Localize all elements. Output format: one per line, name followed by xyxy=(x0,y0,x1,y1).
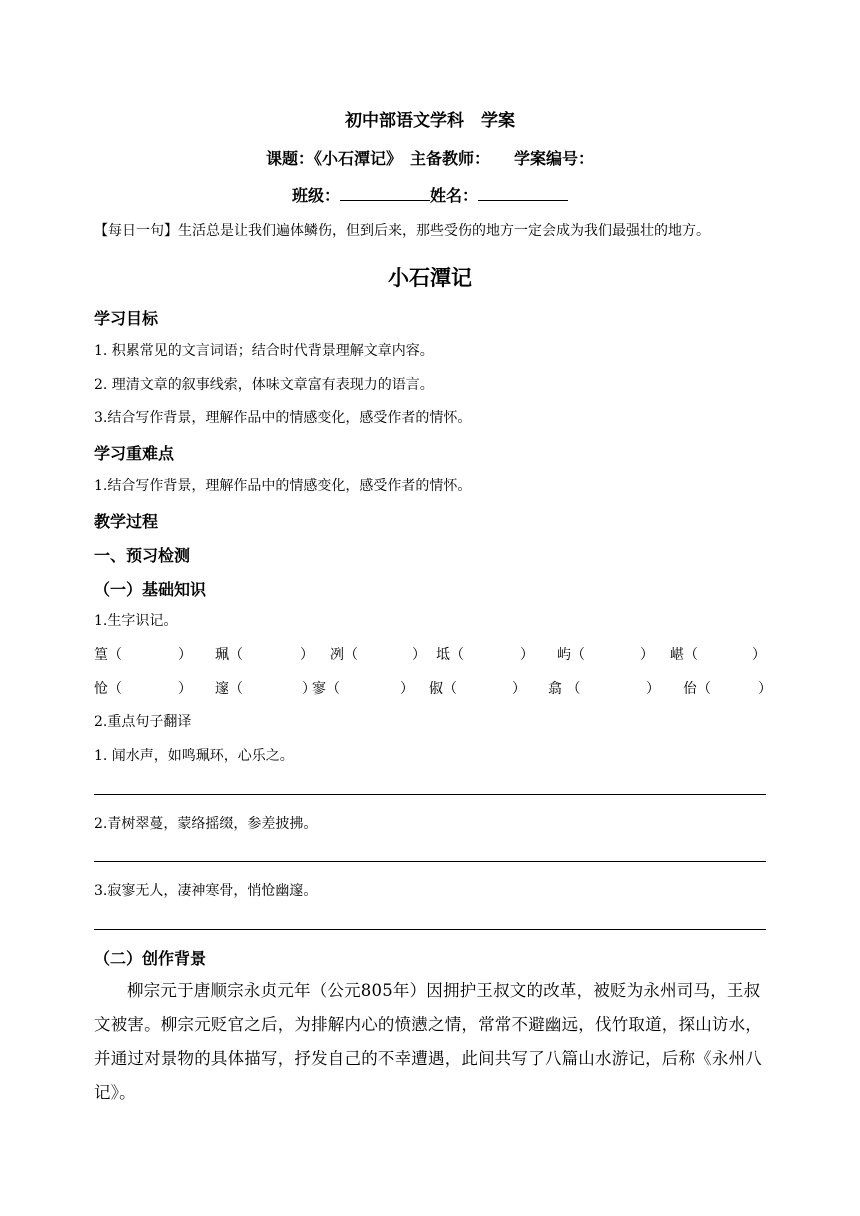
char-item-close: ） xyxy=(758,681,772,697)
answer-line-1[interactable] xyxy=(94,794,766,795)
char-item: 冽（ xyxy=(330,647,358,663)
process-heading: 教学过程 xyxy=(94,512,159,531)
sentence-2: 2.青树翠蔓，蒙络摇缀，参差披拂。 xyxy=(94,816,318,832)
chars-label: 1.生字识记。 xyxy=(94,613,178,629)
sub2-heading: （二）创作背景 xyxy=(94,949,207,968)
char-item: 佁（ xyxy=(683,681,711,697)
char-item-close: ） xyxy=(300,647,314,663)
goal-item-1: 1. 积累常见的文言词语；结合时代背景理解文章内容。 xyxy=(94,343,434,359)
class-blank xyxy=(340,186,430,201)
section1-heading: 一、预习检测 xyxy=(94,546,191,565)
name-label: 姓名： xyxy=(430,186,479,205)
key-point-item-1: 1.结合写作背景，理解作品中的情感变化，感受作者的情怀。 xyxy=(94,478,472,494)
translate-label: 2.重点句子翻译 xyxy=(94,714,192,730)
goals-heading: 学习目标 xyxy=(94,309,159,328)
daily-quote: 【每日一句】生活总是让我们遍体鳞伤，但到后来，那些受伤的地方一定会成为我们最强壮的地方。 xyxy=(94,223,710,239)
char-item: 邃（ xyxy=(215,681,243,697)
goal-item-3: 3.结合写作背景，理解作品中的情感变化，感受作者的情怀。 xyxy=(94,410,472,426)
char-item-close: ） xyxy=(178,681,192,697)
char-item-close: ） xyxy=(752,647,766,663)
background-paragraph: 柳宗元于唐顺宗永贞元年（公元805年）因拥护王叔文的改革，被贬为永州司马，王叔文被害。柳宗元贬官之后，为排解内心的愤懑之情，常常不避幽远，伐竹取道，探山访水，并通过对景物的具体描写，抒发自己的不幸遭遇，此间共写了八篇山水游记，后称《永州八记》。 xyxy=(94,981,762,1102)
char-item-close: ） xyxy=(412,647,426,663)
school-subject-heading: 初中部语文学科 学案 xyxy=(345,111,515,131)
char-item: 珮（ xyxy=(215,647,243,663)
char-item: 坻（ xyxy=(436,647,464,663)
char-item-close: ） xyxy=(302,681,316,697)
goal-item-2: 2. 理清文章的叙事线索，体味文章富有表现力的语言。 xyxy=(94,377,434,393)
document-title: 小石潭记 xyxy=(388,266,472,290)
sentence-1: 1. 闻水声，如鸣珮环，心乐之。 xyxy=(94,748,294,764)
char-item: 怆（ xyxy=(94,681,122,697)
char-item-close: ） xyxy=(512,681,526,697)
topic-line: 课题：《小石潭记》 主备教师： 学案编号： xyxy=(265,149,594,168)
char-item: 寥（ xyxy=(312,681,340,697)
sentence-3: 3.寂寥无人，凄神寒骨，悄怆幽邃。 xyxy=(94,883,318,899)
char-item: 屿（ xyxy=(557,647,585,663)
char-item: 翕 （ xyxy=(548,681,581,697)
char-item: 嵁（ xyxy=(670,647,698,663)
char-item-close: ） xyxy=(400,681,414,697)
char-item: 篁（ xyxy=(94,647,122,663)
char-item-close: ） xyxy=(178,647,192,663)
char-item-close: ） xyxy=(640,647,654,663)
class-label: 班级： xyxy=(291,186,340,205)
answer-line-2[interactable] xyxy=(94,861,766,862)
key-points-heading: 学习重难点 xyxy=(94,444,175,463)
class-name-line xyxy=(0,183,860,206)
sub1-heading: （一）基础知识 xyxy=(94,580,207,599)
answer-line-3[interactable] xyxy=(94,929,766,930)
char-item-close: ） xyxy=(520,647,534,663)
char-item-close: ） xyxy=(646,681,660,697)
char-item: 俶（ xyxy=(429,681,457,697)
name-blank xyxy=(478,186,568,201)
